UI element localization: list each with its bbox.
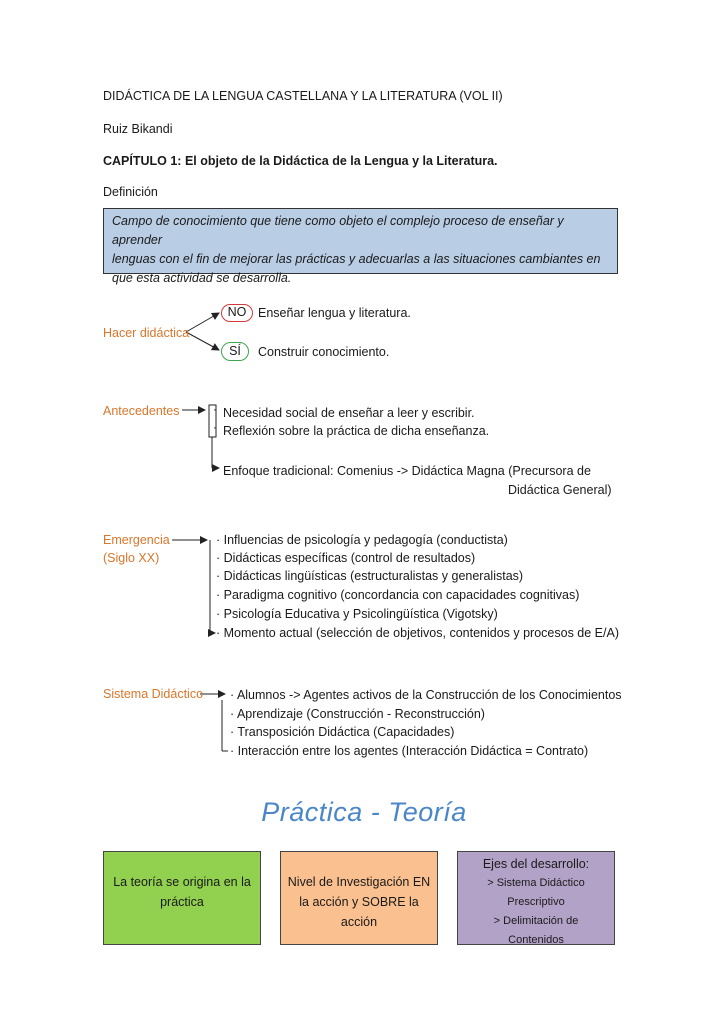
emergencia-item: · Didácticas específicas (control de resultados)	[216, 551, 476, 565]
sistema-item: · Aprendizaje (Construcción - Reconstrucción)	[230, 707, 485, 721]
sistema-item: · Interacción entre los agentes (Interacción Didáctica = Contrato)	[230, 744, 589, 758]
emergencia-period: (Siglo XX)	[103, 551, 160, 565]
definition-label: Definición	[103, 185, 158, 199]
enfoque-line1: Enfoque tradicional: Comenius -> Didáctica Magna (Precursora de	[223, 464, 591, 478]
ejes-desarrollo-box	[457, 851, 615, 945]
antecedentes-item: Necesidad social de enseñar a leer y escribir.	[223, 406, 475, 420]
arrow-no	[186, 313, 219, 332]
box-text: Prescriptivo	[507, 896, 565, 908]
box-text: práctica	[160, 895, 204, 909]
practica-teoria-title: Práctica - Teoría	[261, 797, 467, 827]
no-tag: NO	[221, 304, 253, 322]
emergencia-item: · Psicología Educativa y Psicolingüística (Vigotsky)	[216, 607, 498, 621]
bullet-dot: ·	[213, 404, 217, 416]
chapter-heading: CAPÍTULO 1: El objeto de la Didáctica de la Lengua y la Literatura.	[103, 154, 498, 168]
sistema-item: · Transposición Didáctica (Capacidades)	[230, 725, 455, 739]
arrow-si	[186, 332, 219, 350]
emergencia-item: · Momento actual (selección de objetivos, contenidos y procesos de E/A)	[216, 626, 619, 640]
si-tag: SÍ	[221, 342, 249, 361]
box-text: Nivel de Investigación EN	[287, 875, 431, 889]
ejes-title: Ejes del desarrollo:	[482, 857, 590, 871]
box-text: Contenidos	[508, 934, 564, 946]
antecedentes-item: Reflexión sobre la práctica de dicha enseñanza.	[223, 424, 490, 438]
document-title: DIDÁCTICA DE LA LENGUA CASTELLANA Y LA LITERATURA (VOL II)	[103, 89, 503, 103]
definition-line: Campo de conocimiento que tiene como objeto el complejo proceso de enseñar y aprender	[112, 214, 564, 247]
definition-line: que esta actividad se desarrolla.	[112, 271, 292, 285]
emergencia-item: · Paradigma cognitivo (concordancia con capacidades cognitivas)	[216, 588, 580, 602]
box-text: acción	[340, 915, 378, 929]
definition-line: lenguas con el fin de mejorar las prácticas y adecuarlas a las situaciones cambiantes en	[112, 252, 601, 266]
box-text: La teoría se origina en la	[113, 875, 251, 889]
emergencia-label: Emergencia	[103, 533, 170, 547]
hacer-didactica-label: Hacer didáctica	[103, 326, 190, 340]
emergencia-item: · Influencias de psicología y pedagogía (conductista)	[216, 533, 508, 547]
box-text: > Delimitación de	[493, 915, 579, 927]
emergencia-item: · Didácticas lingüísticas (estructuralistas y generalistas)	[216, 569, 524, 583]
sistema-didactico-label: Sistema Didáctico	[103, 687, 204, 701]
author: Ruiz Bikandi	[103, 122, 173, 136]
antecedentes-label: Antecedentes	[103, 404, 180, 418]
bullet-dot: ·	[213, 422, 217, 434]
box-text: > Sistema Didáctico	[487, 877, 585, 889]
enfoque-line2: Didáctica General)	[508, 483, 612, 497]
no-text: Enseñar lengua y literatura.	[258, 306, 411, 320]
box-text: la acción y SOBRE la	[299, 895, 419, 909]
si-text: Construir conocimiento.	[258, 345, 390, 359]
sistema-item: · Alumnos -> Agentes activos de la Construcción de los Conocimientos	[230, 688, 622, 702]
teoria-practica-box	[103, 851, 261, 945]
investigacion-box	[280, 851, 438, 945]
